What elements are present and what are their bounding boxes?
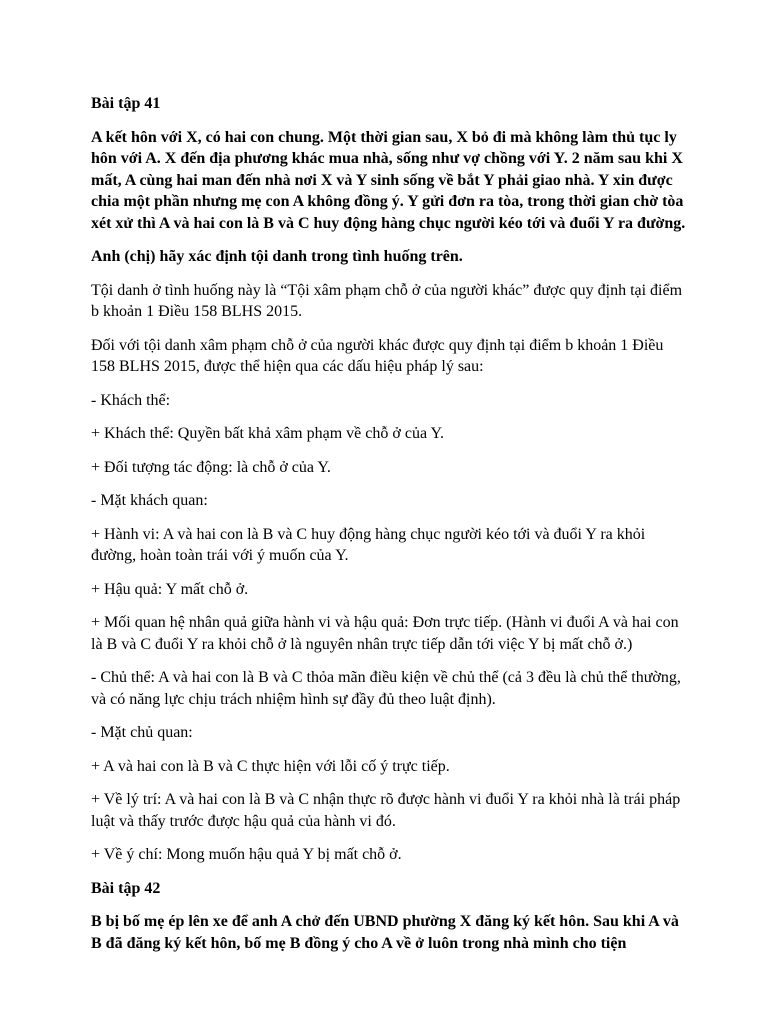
exercise-42-scenario: B bị bố mẹ ép lên xe để anh A chở đến UBND phường X đăng ký kết hôn. Sau khi A và B đã đăng ký kết hôn, bố mẹ B đồng ý cho A về ở luôn trong nhà mình cho tiện [91, 913, 679, 952]
subjective-reason: + Về lý trí: A và hai con là B và C nhận thực rõ được hành vi đuổi Y ra khỏi nhà là trái pháp luật và thấy trước được hậu quả của hành vi đó. [91, 791, 681, 830]
section-object: - Khách thể: [91, 391, 171, 409]
exercise-42-heading: Bài tập 42 [91, 879, 161, 897]
objective-act: + Hành vi: A và hai con là B và C huy động hàng chục người kéo tới và đuổi Y ra khỏi đường, hoàn toàn trái với ý muốn của Y. [91, 525, 646, 564]
objective-causation: + Mối quan hệ nhân quả giữa hành vi và hậu quả: Đơn trực tiếp. (Hành vi đuổi A và hai con là B và C đuổi Y ra khỏi chỗ ở là nguyên nhân trực tiếp dẫn tới việc Y bị mất chỗ ở.) [91, 614, 679, 653]
subjective-will: + Về ý chí: Mong muốn hậu quả Y bị mất chỗ ở. [91, 846, 402, 863]
section-objective-side: - Mặt khách quan: [91, 492, 208, 509]
answer-crime-name: Tội danh ở tình huống này là “Tội xâm phạm chỗ ở của người khác” được quy định tại điểm b khoản 1 Điều 158 BLHS 2015. [91, 281, 683, 320]
section-subjective-side: - Mặt chủ quan: [91, 724, 193, 741]
objective-consequence: + Hậu quả: Y mất chỗ ở. [91, 580, 249, 598]
object-target: + Đối tượng tác động: là chỗ ở của Y. [91, 458, 331, 476]
exercise-41-heading: Bài tập 41 [91, 95, 161, 112]
section-subject: - Chủ thể: A và hai con là B và C thỏa mãn điều kiện về chủ thể (cả 3 đều là chủ thể thường, và có năng lực chịu trách nhiệm hình sự đầy đủ theo luật định). [91, 669, 681, 708]
exercise-41-question: Anh (chị) hãy xác định tội danh trong tình huống trên. [91, 248, 463, 265]
document-page [91, 93, 691, 966]
answer-intro: Đối với tội danh xâm phạm chỗ ở của người khác được quy định tại điểm b khoản 1 Điều 158 BLHS 2015, được thể hiện qua các dấu hiệu pháp lý sau: [91, 336, 664, 375]
exercise-41-scenario: A kết hôn với X, có hai con chung. Một thời gian sau, X bỏ đi mà không làm thủ tục ly hôn với A. X đến địa phương khác mua nhà, sống như vợ chồng với Y. 2 năm sau khi X mất, A cùng hai man đến nhà nơi X và Y sinh sống về bắt Y phải giao nhà. Y xin được chia một phần nhưng mẹ con A không đồng ý. Y gửi đơn ra tòa, trong thời gian chờ tòa xét xử thì A và hai con là B và C huy động hàng chục người kéo tới và đuổi Y ra đường. [91, 128, 686, 232]
subjective-intent: + A và hai con là B và C thực hiện với lỗi cố ý trực tiếp. [91, 757, 450, 775]
object-right: + Khách thể: Quyền bất khả xâm phạm về chỗ ở của Y. [91, 425, 444, 442]
